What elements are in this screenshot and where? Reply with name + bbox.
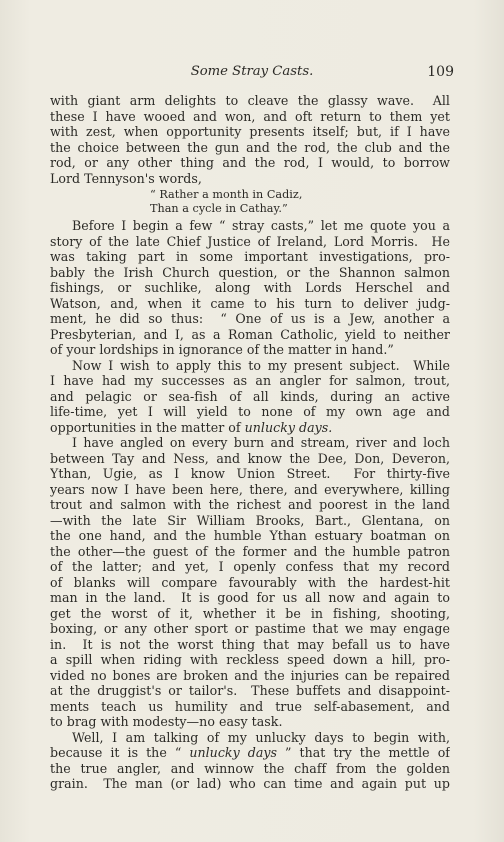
body-text xyxy=(50,93,450,792)
text-line: and pelagic or sea-fish of all kinds, during an active xyxy=(50,388,450,404)
text-line: in. It is not the worst thing that may befall us to have xyxy=(50,636,450,652)
emphasis-unlucky-days: unlucky days. xyxy=(244,419,333,435)
quote-line: Than a cycle in Cathay.” xyxy=(150,202,288,215)
text-line: a spill when riding with reckless speed down a hill, pro- xyxy=(50,652,450,667)
text-line: Ythan, Ugie, as I know Union Street. For thirty-five xyxy=(50,466,450,481)
text-line: between Tay and Ness, and know the Dee, Don, Deveron, xyxy=(50,450,450,466)
text-line: of blanks will compare favourably with the hardest-hit xyxy=(50,574,450,590)
text-line: was taking part in some important investigations, pro- xyxy=(50,249,450,264)
text-line: these I have wooed and won, and oft return to them yet xyxy=(50,108,450,124)
text-line: vided no bones are broken and the injuries can be repaired xyxy=(50,667,450,683)
text-line: ments teach us humility and true self-abasement, and xyxy=(50,698,450,714)
text-line: at the druggist's or tailor's. These buffets and disappoint- xyxy=(50,683,450,698)
text-line: man in the land. It is good for us all now and again to xyxy=(50,590,450,605)
page-header xyxy=(50,64,454,82)
text-line: bably the Irish Church question, or the Shannon salmon xyxy=(50,264,450,280)
text-line: ment, he did so thus: “ One of us is a Jew, another a xyxy=(50,311,450,326)
text-line: story of the late Chief Justice of Ireland, Lord Morris. He xyxy=(50,233,450,249)
quote-line: “ Rather a month in Cadiz, xyxy=(150,188,303,201)
text-line: trout and salmon with the richest and poorest in the land xyxy=(50,497,450,512)
block-quote xyxy=(150,188,450,216)
text-line xyxy=(50,745,450,761)
text-line: Before I begin a few “ stray casts,” let me quote you a xyxy=(72,218,450,233)
text-line: life-time, yet I will yield to none of my own age and xyxy=(50,404,450,419)
text-line: —with the late Sir William Brooks, Bart., Glentana, on xyxy=(50,512,450,528)
emphasis-unlucky-days: unlucky days xyxy=(189,745,278,760)
page-number: 109 xyxy=(427,64,454,80)
text-line: the choice between the gun and the rod, the club and the xyxy=(50,139,450,155)
text-line: rod, or any other thing and the rod, I would, to borrow xyxy=(50,155,450,170)
text-line: of your lordships in ignorance of the matter in hand.” xyxy=(50,342,394,357)
text-line: of the latter; and yet, I openly confess that my record xyxy=(50,559,450,574)
text-line: fishings, or suchlike, along with Lords Herschel and xyxy=(50,280,450,295)
text-line: Lord Tennyson's words, xyxy=(50,170,202,186)
text-fragment: because it is the “ xyxy=(50,745,190,760)
text-line: grain. The man (or lad) who can time and again put up xyxy=(50,776,450,791)
text-line: the true angler, and winnow the chaff from the golden xyxy=(50,760,450,776)
text-line: I have angled on every burn and stream, river and loch xyxy=(72,435,450,450)
text-line: Well, I am talking of my unlucky days to begin with, xyxy=(72,729,450,745)
text-line xyxy=(50,420,450,436)
text-fragment: opportunities in the matter of xyxy=(50,419,245,435)
text-line: the one hand, and the humble Ythan estuary boatman on xyxy=(50,528,450,543)
text-line: I have had my successes as an angler for salmon, trout, xyxy=(50,373,450,388)
text-line: the other—the guest of the former and the humble patron xyxy=(50,543,450,559)
running-title: Some Stray Casts. xyxy=(190,64,314,79)
text-line: get the worst of it, whether it be in fishing, shooting, xyxy=(50,605,450,621)
text-line: boxing, or any other sport or pastime that we may engage xyxy=(50,621,450,636)
text-line: Now I wish to apply this to my present subject. While xyxy=(72,357,450,373)
text-line: to brag with modesty—no easy task. xyxy=(50,714,283,729)
text-line: years now I have been here, there, and everywhere, killing xyxy=(50,481,450,497)
text-line: Watson, and, when it came to his turn to deliver judg- xyxy=(50,295,450,311)
text-line: Presbyterian, and I, as a Roman Catholic, yield to neither xyxy=(50,326,450,342)
text-line: with giant arm delights to cleave the glassy wave. All xyxy=(50,93,450,108)
text-fragment: ” that try the mettle of xyxy=(277,745,450,760)
text-line: with zest, when opportunity presents itself; but, if I have xyxy=(50,124,450,139)
